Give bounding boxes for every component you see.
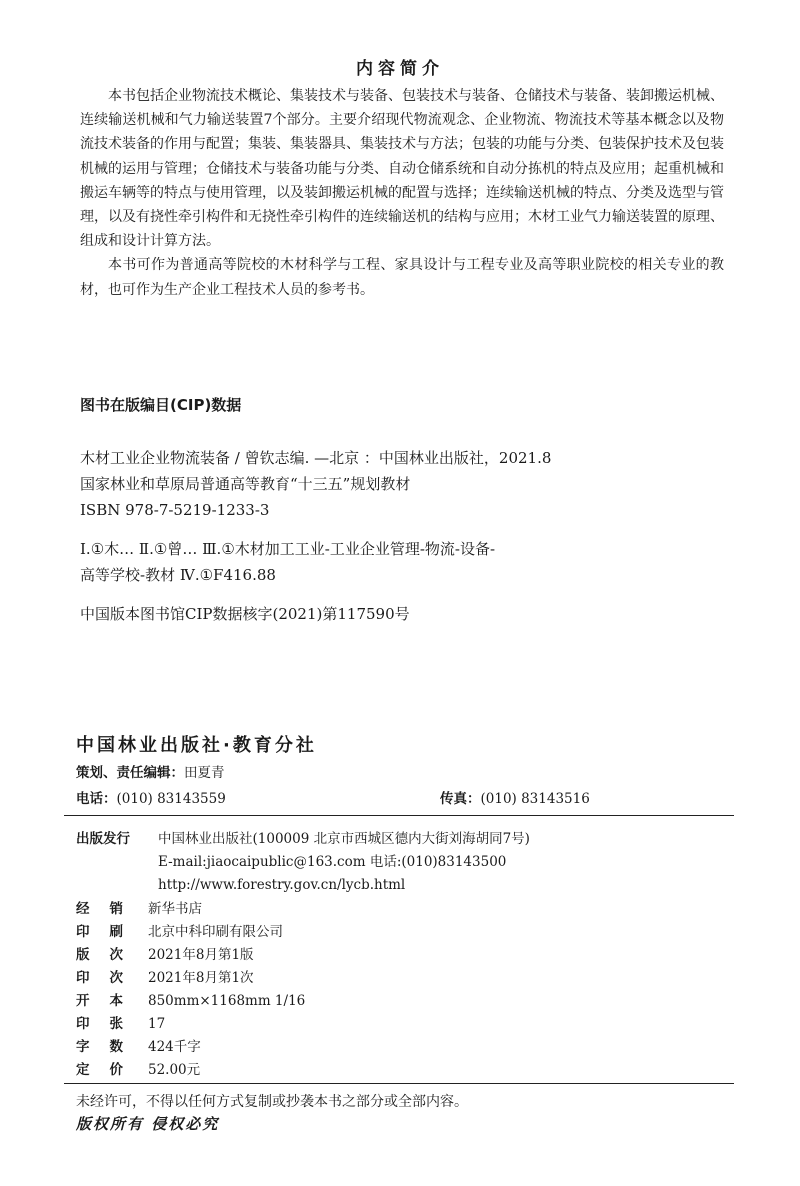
phone-label: 电话： [76, 791, 117, 807]
spec-row [76, 1060, 201, 1080]
phone-line [76, 789, 226, 809]
spec-row [76, 991, 306, 1011]
divider-top [64, 815, 734, 816]
spec-value: 2021年8月第1次 [148, 970, 254, 986]
editor-name: 田夏青 [184, 765, 225, 781]
copyright-notice: 未经许可，不得以任何方式复制或抄袭本书之部分或全部内容。 [76, 1094, 468, 1110]
editor-line [76, 763, 225, 783]
spec-key: 印刷 [76, 924, 143, 940]
spec-key: 印张 [76, 1016, 143, 1032]
distribution-website: http://www.forestry.gov.cn/lycb.html [158, 877, 406, 893]
cip-title-line: 木材工业企业物流装备 / 曾钦志编. —北京 ：中国林业出版社，2021.8 [80, 449, 552, 467]
distribution-address: 中国林业出版社(100009 北京市西城区德内大街刘海胡同7号) [158, 831, 530, 847]
spec-value: 424千字 [148, 1039, 201, 1055]
cip-heading: 图书在版编目(CIP)数据 [80, 396, 242, 414]
spec-value: 52.00元 [148, 1062, 201, 1078]
cip-verification: 中国版本图书馆CIP数据核字(2021)第117590号 [80, 605, 410, 623]
spec-row [76, 1014, 166, 1034]
cip-isbn: ISBN 978-7-5219-1233-3 [80, 501, 270, 519]
publisher-name: 中国林业出版社·教育分社 [76, 735, 317, 756]
spec-key: 经销 [76, 901, 143, 917]
distribution-email: E-mail:jiaocaipublic@163.com 电话:(010)83143500 [158, 854, 507, 870]
rights-reserved: 版权所有 侵权必究 [76, 1115, 220, 1133]
spec-value: 17 [148, 1016, 166, 1032]
fax-line [440, 789, 590, 809]
summary-paragraph-1: 本书包括企业物流技术概论、集装技术与装备、包装技术与装备、仓储技术与装备、装卸搬运机械、连续输送机械和气力输送装置7个部分。主要介绍现代物流观念、企业物流、物流技术等基本概念以及物流技术装备的作用与配置；集装、集装器具、集装技术与方法；包装的功能与分类、包装保护技术及包装机械的运用与管理；仓储技术与装备功能与分类、自动仓储系统和自动分拣机的特点及应用；起重机械和搬运车辆等的特点与使用管理，以及装卸搬运机械的配置与选择；连续输送机械的特点、分类及选型与管理，以及有挠性牵引构件和无挠性牵引构件的连续输送机的结构与应用；木材工业气力输送装置的原理、组成和设计计算方法。 [80, 88, 724, 250]
spec-value: 北京中科印刷有限公司 [148, 924, 283, 940]
spec-value: 2021年8月第1版 [148, 947, 254, 963]
cip-classification-1: Ⅰ.①木… Ⅱ.①曾… Ⅲ.①木材加工工业-工业企业管理-物流-设备- [80, 540, 496, 558]
spec-key: 版次 [76, 947, 143, 963]
spec-key: 印次 [76, 970, 143, 986]
spec-row [76, 1037, 201, 1057]
fax-label: 传真： [440, 791, 481, 807]
spec-value: 新华书店 [148, 901, 202, 917]
spec-key: 定价 [76, 1062, 143, 1078]
cip-series-line: 国家林业和草原局普通高等教育“十三五”规划教材 [80, 475, 411, 493]
summary-title: 内容简介 [356, 59, 444, 79]
spec-row [76, 968, 254, 988]
spec-key: 开本 [76, 993, 143, 1009]
distribution-label: 出版发行 [76, 831, 130, 847]
editor-label: 策划、责任编辑： [76, 765, 184, 781]
spec-value: 850mm×1168mm 1/16 [148, 993, 306, 1009]
summary-body [80, 84, 724, 302]
divider-bottom [64, 1083, 734, 1084]
spec-key: 字数 [76, 1039, 143, 1055]
cip-classification-2: 高等学校-教材 Ⅳ.①F416.88 [80, 566, 276, 584]
spec-row [76, 945, 254, 965]
spec-row [76, 922, 283, 942]
spec-row [76, 899, 202, 919]
fax-value: (010) 83143516 [480, 791, 590, 807]
summary-paragraph-2: 本书可作为普通高等院校的木材科学与工程、家具设计与工程专业及高等职业院校的相关专业的教材，也可作为生产企业工程技术人员的参考书。 [80, 257, 724, 298]
phone-value: (010) 83143559 [116, 791, 226, 807]
